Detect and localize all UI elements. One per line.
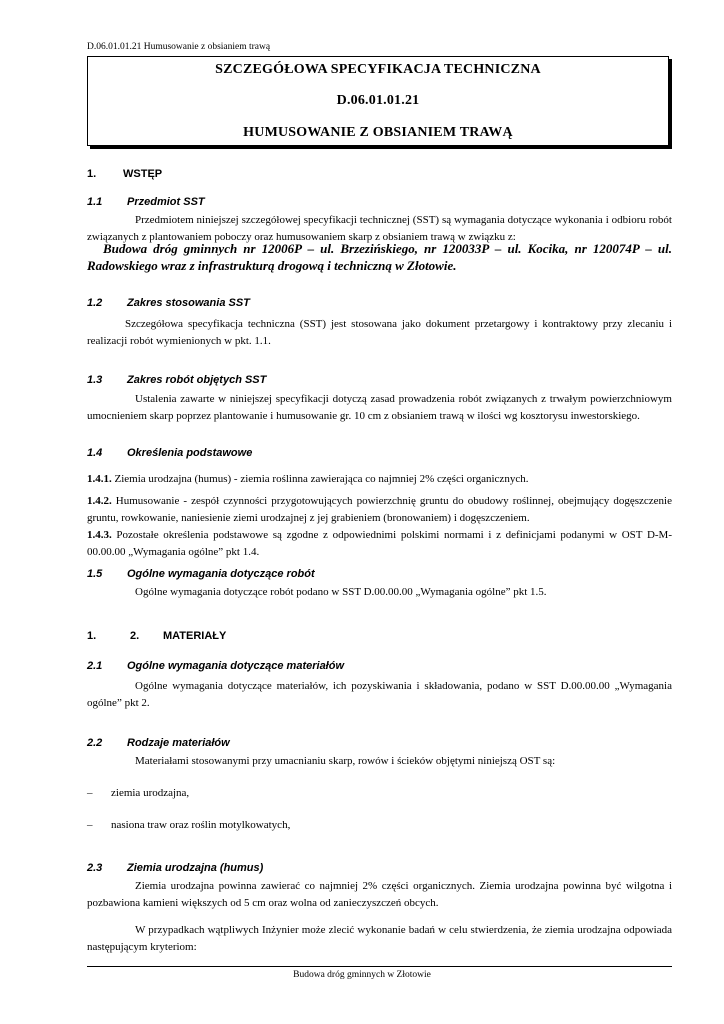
section-number: 2.3 [87, 862, 103, 874]
paragraph: Ogólne wymagania dotyczące robót podano w SST D.00.00.00 „Wymagania ogólne” pkt 1.5. [135, 586, 547, 598]
project-name: Budowa dróg gminnych nr 12006P – ul. Brzezińskiego, nr 120033P – ul. Kocika, nr 120074P – ul. Radowskiego wraz z infrastrukturą drogową i techniczną w Złotowie. [87, 241, 672, 273]
section-1-1-heading [87, 196, 205, 208]
spec-title: SZCZEGÓŁOWA SPECYFIKACJA TECHNICZNA [215, 62, 541, 77]
section-title: Przedmiot SST [127, 196, 205, 208]
bullet: – [87, 787, 93, 799]
section-number: 1.4 [87, 447, 103, 459]
paragraph: Ziemia urodzajna powinna zawierać co najmniej 2% części organicznych. Ziemia urodzajna powinna być wilgotna i pozbawiona kamieni większych od 5 cm oraz wolna od zanieczyszczeń obcych. [87, 880, 672, 909]
section-number: 2.1 [87, 660, 103, 672]
definition-number: 1.4.1. [87, 473, 112, 485]
section-title: Ogólne wymagania dotyczące robót [127, 568, 315, 580]
section-2-1-heading [87, 660, 345, 672]
definition-text: Pozostałe określenia podstawowe są zgodne z odpowiednimi polskimi normami i z definicjami podanymi w OST D-M-00.00.00 „Wymagania ogólne” pkt 1.4. [87, 529, 672, 558]
section-title: Zakres stosowania SST [127, 297, 250, 309]
section-1-4-heading [87, 447, 253, 459]
section-title: Ziemia urodzajna (humus) [127, 862, 264, 874]
footer-rule [87, 966, 672, 967]
list-item-text: ziemia urodzajna, [111, 787, 190, 799]
definition-text: Humusowanie - zespół czynności przygotowujących powierzchnię gruntu do obudowy roślinnej, obejmujący dogęszczenie gruntu, rowkowanie, naniesienie ziemi urodzajnej z jej grabieniem (bronowaniem) i dogęszczeniem. [87, 495, 672, 524]
section-1-3-heading [87, 374, 267, 386]
title-box [87, 56, 669, 146]
section-title: Określenia podstawowe [127, 447, 253, 459]
section-2-3-heading [87, 862, 264, 874]
section-1-2-heading [87, 297, 250, 309]
spec-code: D.06.01.01.21 [336, 93, 420, 108]
section-number: 1.5 [87, 568, 103, 580]
section-number: 2. [130, 630, 140, 642]
section-number: 1.2 [87, 297, 103, 309]
section-1-5-heading [87, 568, 315, 580]
definition-text: Ziemia urodzajna (humus) - ziemia roślinna zawierająca co najmniej 2% części organicznych. [111, 473, 529, 485]
paragraph: Materiałami stosowanymi przy umacnianiu skarp, rowów i ścieków objętymi niniejszą OST są: [135, 755, 556, 767]
list-item [87, 787, 190, 799]
paragraph: W przypadkach wątpliwych Inżynier może zlecić wykonanie badań w celu stwierdzenia, że ziemia urodzajna odpowiada następującym kryteriom: [87, 924, 672, 953]
paragraph: Przedmiotem niniejszej szczegółowej specyfikacji technicznej (SST) są wymagania dotyczące wykonania i odbioru robót związanych z plantowaniem poboczy oraz humusowaniem skarp z obsianiem trawą w związku z: [87, 214, 672, 243]
section-2-2-heading [87, 737, 230, 749]
definition-number: 1.4.3. [87, 529, 112, 541]
section-2-heading [87, 630, 227, 642]
paragraph: Ustalenia zawarte w niniejszej specyfikacji dotyczą zasad prowadzenia robót związanych z trwałym powierzchniowym umocnieniem skarp poprzez plantowanie i humusowanie gr. 10 cm z obsianiem trawą w ilości wg kosztorysu inwestorskiego. [87, 393, 672, 422]
section-title: MATERIAŁY [163, 630, 227, 642]
definition-1-4-3 [87, 527, 672, 561]
running-header: D.06.01.01.21 Humusowanie z obsianiem trawą [87, 42, 271, 52]
section-number: 1. [87, 630, 97, 642]
section-number: 1. [87, 168, 97, 180]
section-title: Ogólne wymagania dotyczące materiałów [127, 660, 345, 672]
list-item [87, 819, 291, 831]
section-number: 2.2 [87, 737, 103, 749]
section-title: WSTĘP [123, 168, 163, 180]
spec-subject: HUMUSOWANIE Z OBSIANIEM TRAWĄ [243, 125, 513, 140]
section-1-heading [87, 168, 163, 180]
section-title: Rodzaje materiałów [127, 737, 230, 749]
section-title: Zakres robót objętych SST [127, 374, 267, 386]
definition-1-4-2 [87, 493, 672, 527]
paragraph: Szczegółowa specyfikacja techniczna (SST) jest stosowana jako dokument przetargowy i kontraktowy przy zlecaniu i realizacji robót wymienionych w pkt. 1.1. [87, 318, 672, 347]
section-number: 1.3 [87, 374, 103, 386]
section-number: 1.1 [87, 196, 103, 208]
bullet: – [87, 819, 93, 831]
list-item-text: nasiona traw oraz roślin motylkowatych, [111, 819, 291, 831]
definition-1-4-1 [87, 471, 672, 488]
footer: Budowa dróg gminnych w Złotowie [293, 970, 431, 980]
definition-number: 1.4.2. [87, 495, 112, 507]
paragraph: Ogólne wymagania dotyczące materiałów, ich pozyskiwania i składowania, podano w SST D.00.00.00 „Wymagania ogólne” pkt 2. [87, 680, 672, 709]
